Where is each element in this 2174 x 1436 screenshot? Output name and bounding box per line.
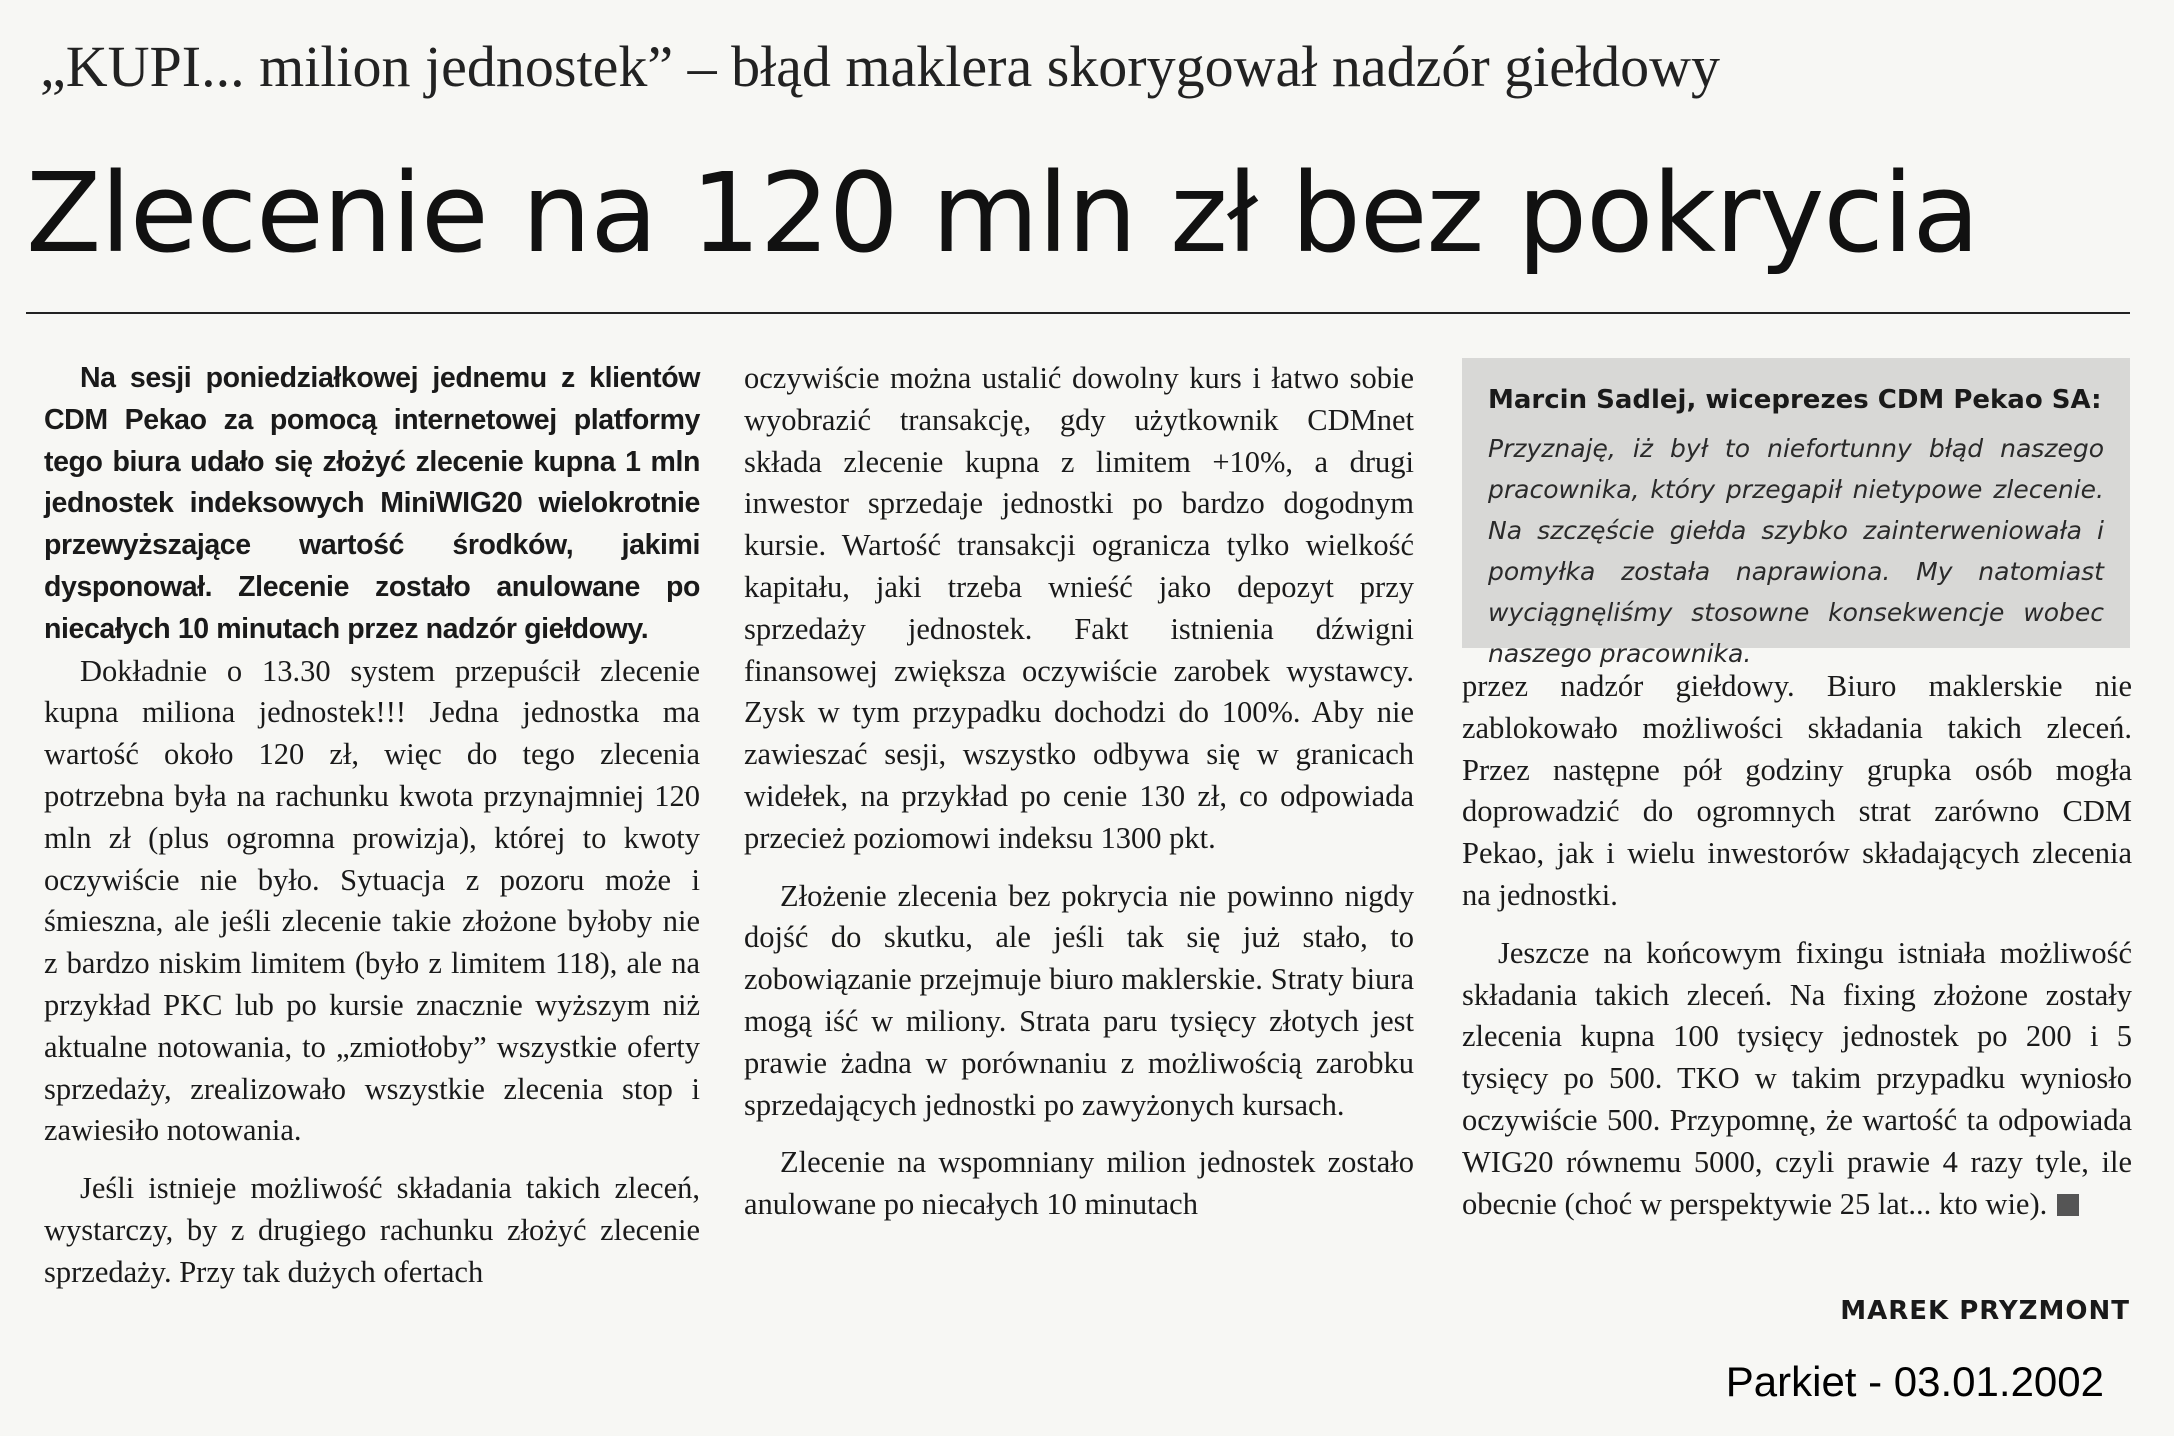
body-paragraph: przez nadzór giełdowy. Biuro maklerskie nie zablokowało możliwości składania takich zleceń. Przez następne pół godziny grupka osób mogła doprowadzić do ogromnych strat zarówno CDM Pekao, jak i wielu inwestorów składających zlecenia na jednostki. — [1462, 669, 2132, 912]
article-lead: Na sesji poniedziałkowej jednemu z klientów CDM Pekao za pomocą internetowej platformy tego biura udało się złożyć zlecenie kupna 1 mln jednostek indeksowych MiniWIG20 wielokrotnie przewyższające wartość środków, jakimi dysponował. Zlecenie zostało anulowane po niecałych 10 minutach przez nadzór giełdowy. — [44, 362, 700, 645]
article-kicker: „KUPI... milion jednostek” – błąd maklera skorygował nadzór giełdowy — [40, 34, 1720, 99]
source-caption: Parkiet - 03.01.2002 — [1725, 1358, 2104, 1405]
headline-rule — [26, 312, 2130, 314]
body-paragraph: Zlecenie na wspomniany milion jednostek zostało anulowane po niecałych 10 minutach — [744, 1145, 1414, 1222]
quote-heading: Marcin Sadlej, wiceprezes CDM Pekao SA: — [1488, 385, 2102, 415]
column-3 — [1462, 666, 2132, 1225]
body-paragraph-text: Jeszcze na końcowym fixingu istniała możliwość składania takich zleceń. Na fixing złożone zostały zlecenia kupna 100 tysięcy jednostek po 200 i 5 tysięcy po 500. TKO w takim przypadku wyniosło oczywiście 500. Przypomnę, że wartość ta odpowiada WIG20 równemu 5000, czyli prawie 4 razy tyle, ile obecnie (choć w perspektywie 25 lat... kto wie). — [1462, 935, 2132, 1221]
body-paragraph: Jeśli istnieje możliwość składania takich zleceń, wystarczy, by z drugiego rachunku złożyć zlecenie sprzedaży. Przy tak dużych ofertach — [44, 1171, 700, 1289]
body-paragraph: Dokładnie o 13.30 system przepuścił zlecenie kupna miliona jednostek!!! Jedna jednostka ma wartość około 120 zł, więc do tego zlecenia potrzebna była na rachunku kwota przynajmniej 120 mln zł (plus ogromna prowizja), której to kwoty oczywiście nie było. Sytuacja z pozoru może i śmieszna, ale jeśli zlecenie takie złożone byłoby nie z bardzo niskim limitem (było z limitem 118), ale na przykład PKC lub po kursie znacznie wyższym niż aktualne notowania, to „zmiotłoby” wszystkie oferty sprzedaży, zrealizowało wszystkie zlecenia stop i zawiesiło notowania. — [44, 653, 700, 1148]
quote-box — [1462, 358, 2130, 668]
article-headline: Zlecenie na 120 mln zł bez pokrycia — [26, 149, 1979, 277]
column-1 — [44, 358, 700, 1294]
body-paragraph: Złożenie zlecenia bez pokrycia nie powinno nigdy dojść do skutku, ale jeśli tak się już stało, to zobowiązanie przejmuje biuro maklerskie. Straty biura mogą iść w miliony. Strata paru tysięcy złotych jest prawie żadna w porównaniu z możliwością zarobku sprzedających jednostki po zawyżonych kursach. — [744, 878, 1414, 1122]
body-paragraph — [1462, 933, 2132, 1226]
column-2 — [744, 358, 1414, 1226]
author-byline: MAREK PRYZMONT — [1840, 1296, 2130, 1326]
end-of-article-mark-icon — [2057, 1194, 2079, 1216]
quote-text: Przyznaję, iż był to niefortunny błąd naszego pracownika, który przegapił nietypowe zlecenie. Na szczęście giełda szybko zainterweniowała i pomyłka została naprawiona. My natomiast wyciągnęliśmy stosowne konsekwencje wobec naszego pracownika. — [1488, 434, 2104, 668]
body-paragraph: oczywiście można ustalić dowolny kurs i łatwo sobie wyobrazić transakcję, gdy użytkownik CDMnet składa zlecenie kupna z limitem +10%, a drugi inwestor sprzedaje jednostki po bardzo dogodnym kursie. Wartość transakcji ogranicza tylko wielkość kapitału, jaki trzeba wnieść jako depozyt przy sprzedaży jednostek. Fakt istnienia dźwigni finansowej zwiększa oczywiście zarobek wystawcy. Zysk w tym przypadku dochodzi do 100%. Aby nie zawieszać sesji, wszystko odbywa się w granicach widełek, na przykład po cenie 130 zł, co odpowiada przecież poziomowi indeksu 1300 pkt. — [744, 361, 1414, 855]
